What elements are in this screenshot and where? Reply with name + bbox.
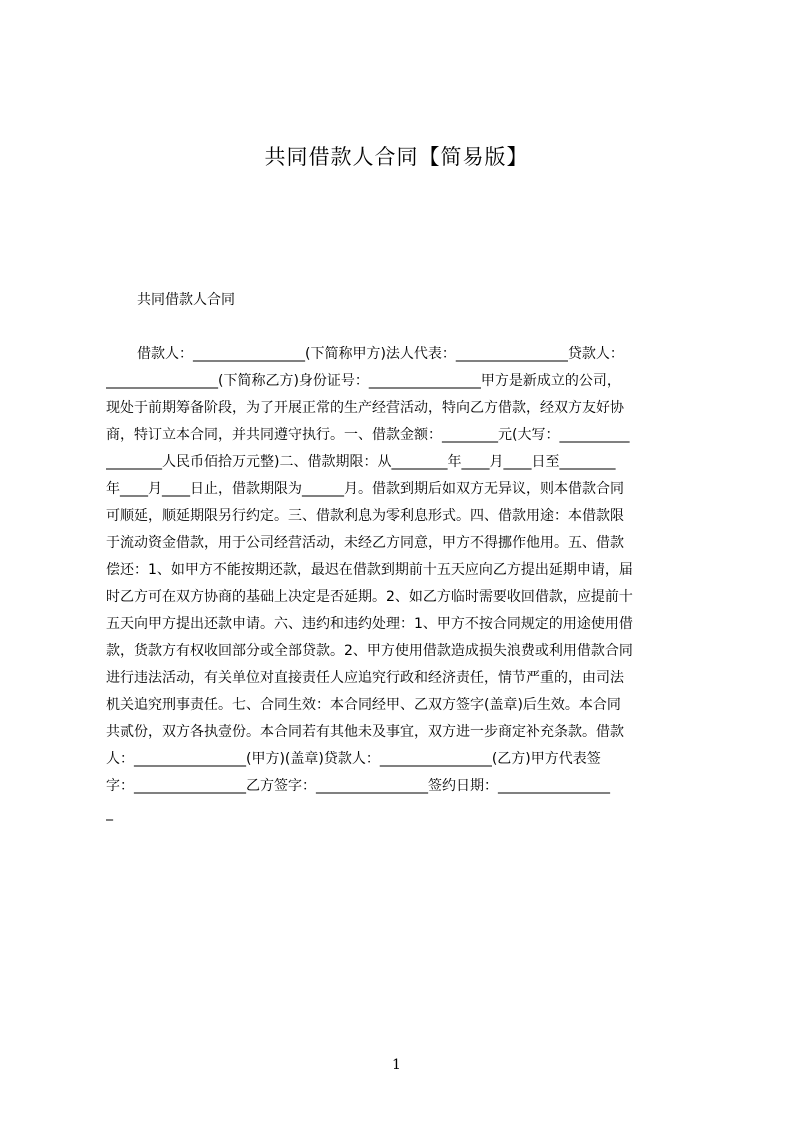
body-line: 机关追究刑事责任。七、合同生效：本合同经甲、乙双方签字(盖章)后生效。本合同 xyxy=(106,697,621,713)
body-line: 共贰份，双方各执壹份。本合同若有其他未及事宜，双方进一步商定补充条款。借款 xyxy=(106,724,624,740)
body-line: _ xyxy=(106,805,113,821)
document-title: 共同借款人合同【简易版】 xyxy=(264,145,529,169)
page-number: 1 xyxy=(392,1057,401,1073)
body-line: 五天向甲方提出还款申请。六、违约和违约处理：1、甲方不按合同规定的用途使用借 xyxy=(106,616,633,632)
body-line: 于流动资金借款，用于公司经营活动，未经乙方同意，甲方不得挪作他用。五、借款 xyxy=(106,535,624,551)
body-line: 时乙方可在双方协商的基础上决定是否延期。2、如乙方临时需要收回借款，应提前十 xyxy=(106,589,633,605)
body-line: 款，货款方有权收回部分或全部贷款。2、甲方使用借款造成损失浪费或利用借款合同 xyxy=(106,643,633,659)
body-line: 商，特订立本合同，并共同遵守执行。一、借款金额：________元(大写：__________ xyxy=(106,427,630,443)
body-line: ________人民币佰拾万元整)二、借款期限：从________年____月____日至________ xyxy=(106,454,616,470)
body-line: 借款人：________________(下简称甲方)法人代表：________________贷款人： xyxy=(137,346,624,362)
document-subtitle: 共同借款人合同 xyxy=(137,292,235,308)
body-line: 进行违法活动，有关单位对直接责任人应追究行政和经济责任，情节严重的，由司法 xyxy=(106,670,624,686)
body-line: 年____月____日止，借款期限为______月。借款到期后如双方无异议，则本借款合同 xyxy=(106,481,624,497)
body-line: 现处于前期筹备阶段，为了开展正常的生产经营活动，特向乙方借款，经双方友好协 xyxy=(106,400,624,416)
body-line: 字：________________乙方签字：________________签约日期：________________ xyxy=(106,778,610,794)
body-line: 偿还：1、如甲方不能按期还款，最迟在借款到期前十五天应向乙方提出延期申请，届 xyxy=(106,562,633,578)
body-line: 可顺延，顺延期限另行约定。三、借款利息为零利息形式。四、借款用途：本借款限 xyxy=(106,508,624,524)
body-line: ________________(下简称乙方)身份证号：________________甲方是新成立的公司， xyxy=(106,373,621,389)
body-line: 人：________________(甲方)(盖章)贷款人：________________(乙方)甲方代表签 xyxy=(106,751,601,767)
